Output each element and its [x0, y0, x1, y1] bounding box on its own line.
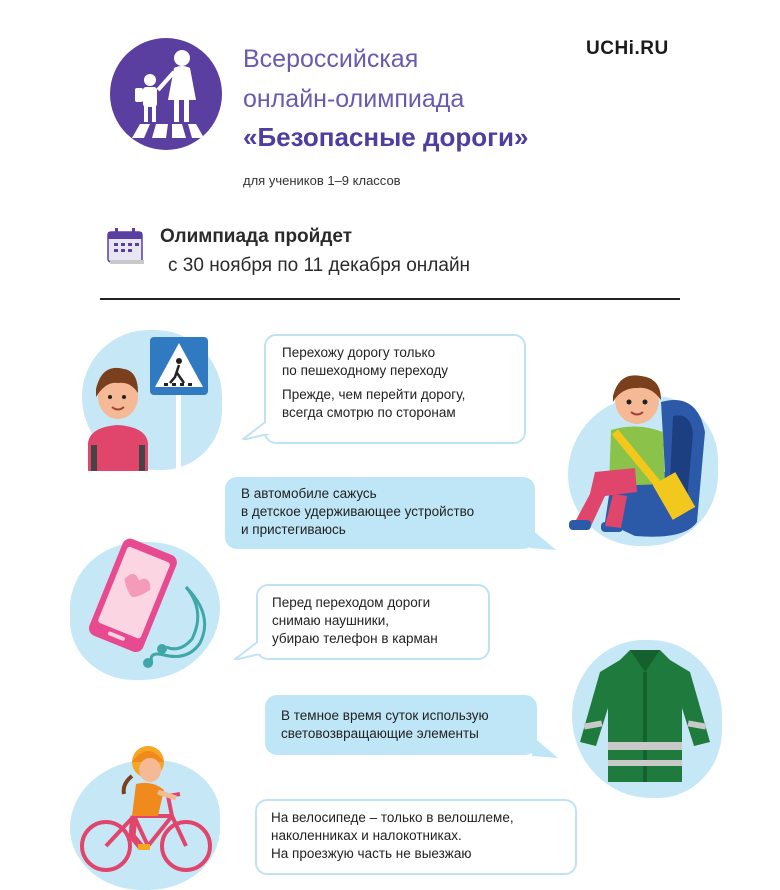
car-line-1: В автомобиле сажусь [241, 486, 377, 501]
crossing-line-2: по пешеходному переходу [282, 363, 448, 378]
look-line-1: Прежде, чем перейти дорогу, [282, 387, 466, 402]
olympiad-logo [110, 38, 222, 150]
bubble-crossing-tail [242, 420, 272, 440]
phone-line-1: Перед переходом дороги [272, 595, 431, 610]
brand-logo: UCHi.RU [586, 38, 669, 59]
bike-line-2: наколенниках и налокотниках. [271, 828, 462, 843]
look-line-2: всегда смотрю по сторонам [282, 405, 456, 420]
crossing-line-1: Перехожу дорогу только [282, 345, 436, 360]
bubble-crossing [264, 334, 526, 444]
bubble-bicycle [255, 799, 577, 875]
calendar-icon [106, 226, 146, 266]
schedule-dates: с 30 ноября по 11 декабря онлайн [168, 255, 471, 276]
bubble-reflective [265, 695, 537, 755]
bubble-car-seat-tail [530, 528, 556, 550]
bubble-reflective-tail [532, 736, 558, 758]
bike-line-3: На проезжую часть не выезжаю [271, 846, 472, 861]
phone-line-3: убираю телефон в карман [272, 631, 438, 646]
reflect-line-1: В темное время суток использую [281, 708, 489, 723]
car-seat-illustration [565, 372, 725, 552]
phone-headphones-illustration [76, 535, 226, 675]
car-line-3: и пристегиваюсь [241, 522, 346, 537]
children-walking-icon [110, 38, 222, 150]
title-line-2: онлайн-олимпиада [243, 85, 465, 113]
bubble-phone-tail [234, 640, 264, 660]
car-line-2: в детское удерживающее устройство [241, 504, 475, 519]
divider [100, 298, 680, 300]
schedule-heading: Олимпиада пройдет [160, 226, 353, 247]
title-line-1: Всероссийская [243, 45, 419, 73]
reflective-jacket-illustration [570, 642, 720, 792]
subtitle: для учеников 1–9 классов [243, 173, 401, 188]
boy-crosswalk-illustration [80, 335, 220, 471]
bubble-phone [256, 584, 490, 660]
reflect-line-2: световозвращающие элементы [281, 726, 479, 741]
girl-bicycle-illustration [72, 736, 222, 876]
title-line-3: «Безопасные дороги» [243, 122, 529, 152]
bubble-car-seat [225, 477, 535, 549]
bike-line-1: На велосипеде – только в велошлеме, [271, 810, 514, 825]
phone-line-2: снимаю наушники, [272, 613, 389, 628]
